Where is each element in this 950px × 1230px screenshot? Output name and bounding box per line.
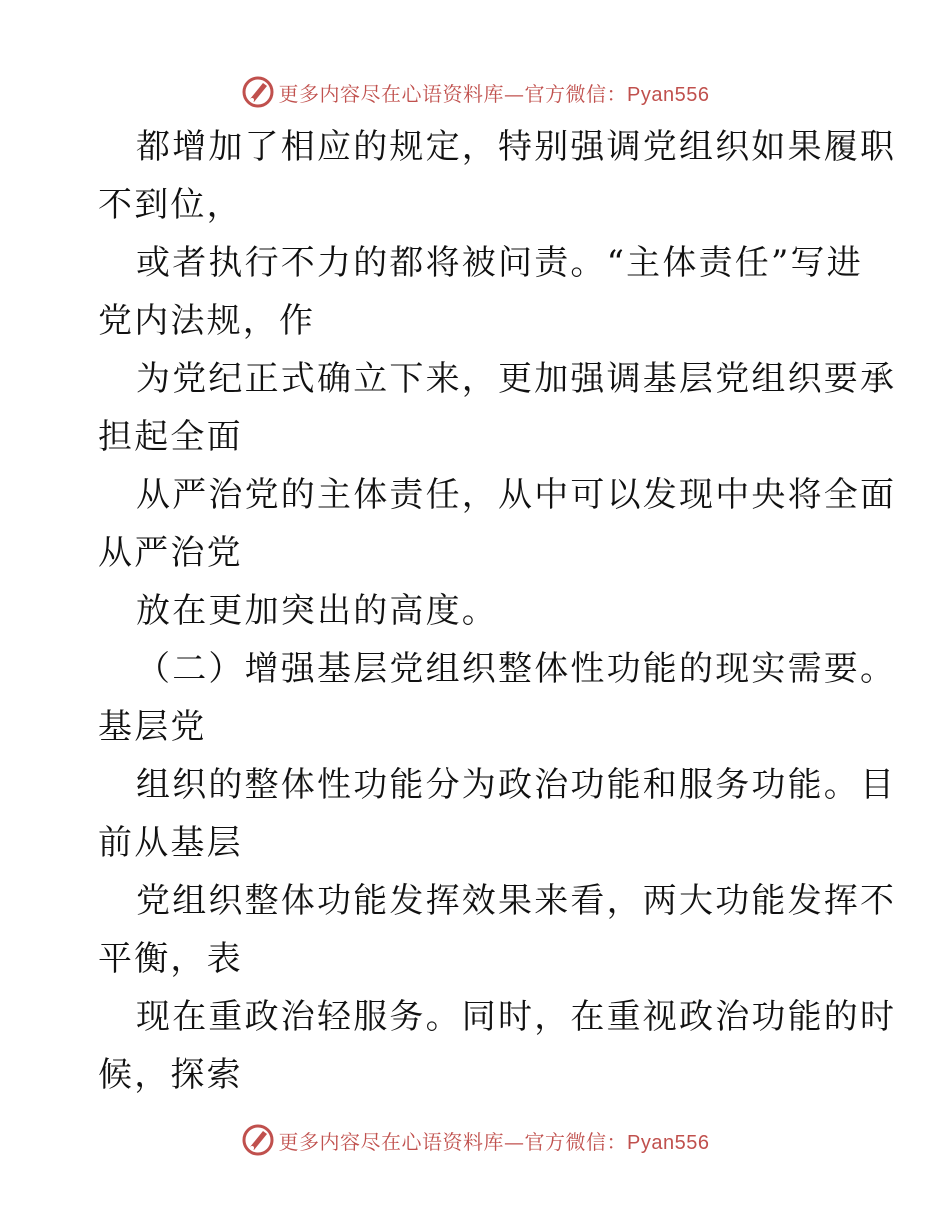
body-line: 现在重政治轻服务。同时，在重视政治功能的时 — [136, 997, 897, 1037]
body-line: 从严治党的主体责任，从中可以发现中央将全面 — [136, 475, 897, 515]
footer-banner — [0, 1120, 950, 1160]
body-line: （二）增强基层党组织整体性功能的现实需要。 — [136, 649, 897, 689]
pen-logo-icon — [241, 1123, 275, 1157]
pen-logo-icon — [241, 75, 275, 109]
body-line: 候，探索 — [98, 1055, 243, 1095]
body-line: 组织的整体性功能分为政治功能和服务功能。目 — [136, 765, 897, 805]
body-line: 基层党 — [98, 707, 207, 747]
header-banner-text — [279, 78, 710, 107]
body-line: 担起全面 — [98, 417, 243, 457]
body-line: 平衡，表 — [98, 939, 243, 979]
body-line: 从严治党 — [98, 533, 243, 573]
header-wechat-id: Pyan556 — [627, 83, 710, 106]
footer-banner-title: 更多内容尽在心语资料库 — [278, 1129, 505, 1154]
body-line: 放在更加突出的高度。 — [136, 591, 498, 631]
body-line: 党内法规，作 — [98, 301, 316, 341]
body-line: 为党纪正式确立下来，更加强调基层党组织要承 — [136, 359, 897, 399]
footer-suffix: 官方微信： — [524, 1129, 628, 1154]
footer-wechat-id: Pyan556 — [627, 1131, 710, 1154]
header-suffix: 官方微信： — [524, 81, 628, 106]
body-line: 党组织整体功能发挥效果来看，两大功能发挥不 — [136, 881, 897, 921]
header-banner-title: 更多内容尽在心语资料库 — [278, 81, 505, 106]
body-line: 都增加了相应的规定，特别强调党组织如果履职 — [136, 127, 897, 167]
header-separator: — — [504, 81, 525, 106]
body-line: 或者执行不力的都将被问责。“主体责任”写进 — [136, 243, 863, 283]
footer-separator: — — [504, 1129, 525, 1154]
header-banner — [0, 72, 950, 112]
footer-banner-text — [279, 1126, 710, 1155]
document-body — [98, 118, 897, 1104]
body-line: 不到位， — [98, 185, 243, 225]
body-line: 前从基层 — [98, 823, 243, 863]
